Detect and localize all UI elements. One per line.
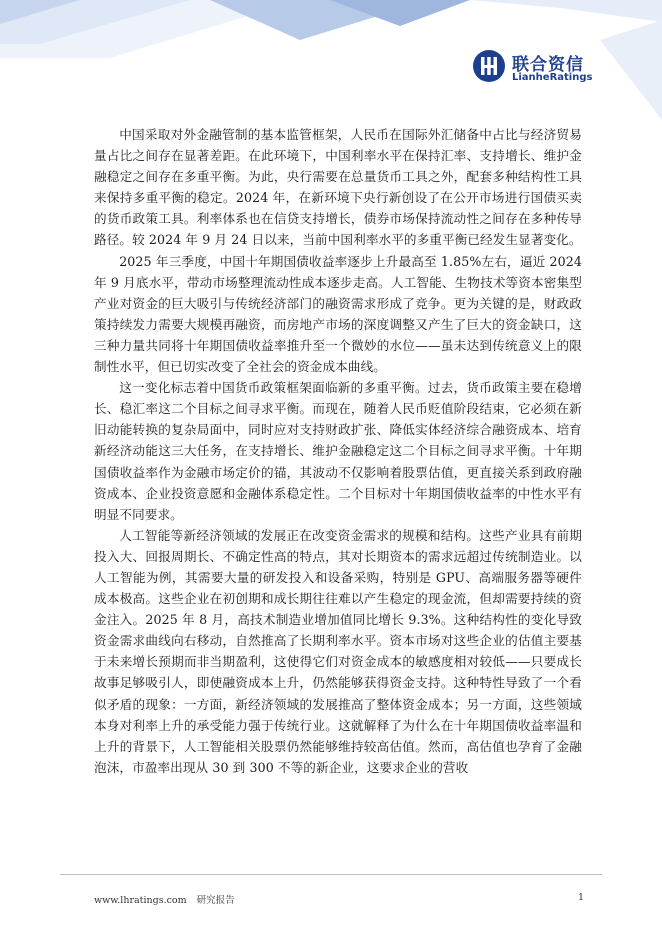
footer-divider [60, 874, 602, 875]
footer-info [94, 892, 235, 906]
paragraph-4: 人工智能等新经济领域的发展正在改变资金需求的规模和结构。这些产业具有前期投入大、回报周期长、不确定性高的特点，其对长期资本的需求远超过传统制造业。以人工智能为例，其需要大量的研发投入和设备采购，特别是 GPU、高端服务器等硬件成本极高。这些企业在初创期和成长期往往难以产生稳定的现金流，但却需要持续的资金注入。2025 年 8 月，高技术制造业增加值同比增长 9.3%。这种结构性的变化导致资金需求曲线向右移动，自然推高了长期利率水平。资本市场对这些企业的估值主要基于未来增长预期而非当期盈利，这使得它们对资金成本的敏感度相对较低——只要成长故事足够吸引人，即使融资成本上升，仍然能够获得资金支持。这种特性导致了一个看似矛盾的现象：一方面，新经济领域的发展推高了整体资金成本；另一方面，这些领域本身对利率上升的承受能力强于传统行业。这就解释了为什么在十年期国债收益率温和上升的背景下，人工智能相关股票仍然能够维持较高估值。然而，高估值也孕育了金融泡沫，市盈率出现从 30 到 300 不等的新企业，这要求企业的营收 [94, 527, 582, 775]
footer-website: www.lhratings.com [94, 895, 187, 906]
logo-chinese-name: 联合资信 [512, 55, 584, 75]
logo-english-name: LianheRatings [512, 72, 593, 83]
report-body [94, 124, 582, 778]
paragraph-1: 中国采取对外金融管制的基本监管框架，人民币在国际外汇储备中占比与经济贸易量占比之间存在显著差距。在此环境下，中国利率水平在保持汇率、支持增长、维护金融稳定之间存在多重平衡。为此，央行需要在总量货币工具之外，配套多种结构性工具来保持多重平衡的稳定。2024 年，在新环境下央行新创设了在公开市场进行国债买卖的货币政策工具。利率体系也在信贷支持增长，债券市场保持流动性之间存在多种传导路径。较 2024 年 9 月 24 日以来，当前中国利率水平的多重平衡已经发生显著变化。 [94, 127, 582, 248]
paragraph-3: 这一变化标志着中国货币政策框架面临新的多重平衡。过去，货币政策主要在稳增长、稳汇率这二个目标之间寻求平衡。而现在，随着人民币贬值阶段结束，它必须在新旧动能转换的复杂局面中，同时应对支持财政扩张、降低实体经济综合融资成本、培育新经济动能这三大任务，在支持增长、维护金融稳定这二个目标之间寻求平衡。十年期国债收益率作为金融市场定价的锚，其波动不仅影响着股票估值，更直接关系到政府融资成本、企业投资意愿和金融体系稳定性。二个目标对十年期国债收益率的中性水平有明显不同要求。 [94, 380, 582, 522]
lianhe-logo-icon [472, 49, 506, 83]
paragraph-2: 2025 年三季度，中国十年期国债收益率逐步上升最高至 1.85%左右，逼近 2024 年 9 月底水平，带动市场整理流动性成本逐步走高。人工智能、生物技术等资本密集型产业对资金的巨大吸引与传统经济部门的融资需求形成了竞争。更为关键的是，财政政策持续发力需要大规模再融资，而房地产市场的深度调整又产生了巨大的资金缺口，这三种力量共同将十年期国债收益率推升至一个微妙的水位——虽未达到传统意义上的限制性水平，但已切实改变了全社会的资金成本曲线。 [94, 253, 582, 375]
company-logo [472, 49, 592, 89]
footer-label: 研究报告 [196, 895, 235, 906]
page-number: 1 [578, 892, 585, 903]
